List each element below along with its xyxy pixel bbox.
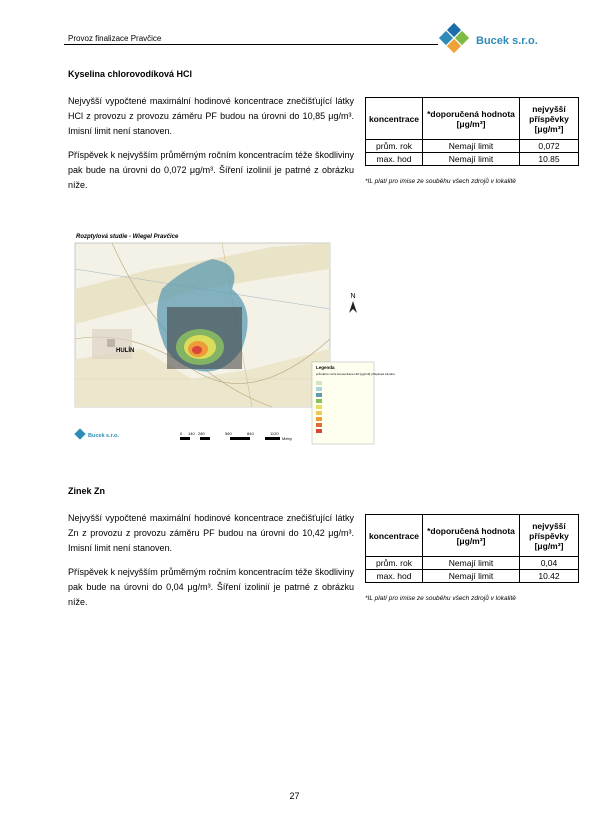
table-row (366, 153, 579, 166)
section-heading-hcl: Kyselina chlorovodíková HCl (68, 69, 193, 79)
section-heading-zn: Zinek Zn (68, 486, 106, 496)
section-text-zn (68, 511, 354, 619)
section-text-hcl (68, 94, 354, 202)
limits-table-hcl (365, 97, 579, 166)
table-cell: 0,072 (520, 140, 579, 153)
scale-unit: Metry (282, 436, 292, 441)
table-row (366, 570, 579, 583)
table-header: nejvyšší příspěvky [μg/m³] (520, 515, 579, 557)
header-rule (64, 44, 438, 45)
table-cell: Nemají limit (423, 153, 520, 166)
paragraph: Příspěvek k nejvyšším průměrným ročním koncentracím téže škodliviny pak bude na úrovni do 0,072 μg/m³. Šíření izolinií je patrné z obrázku níže. (68, 150, 354, 190)
table-cell: Nemají limit (423, 557, 520, 570)
north-arrow-label: N (350, 293, 356, 300)
map-title: Rozptylová studie - Wiegel Pravčice (76, 234, 179, 240)
dispersion-map (72, 229, 395, 447)
scale-label: 1120 (270, 431, 279, 436)
table-header: koncentrace (366, 98, 423, 140)
scale-label: 840 (247, 431, 254, 436)
table-header: koncentrace (366, 515, 423, 557)
table-row (366, 557, 579, 570)
table-cell: Nemají limit (423, 140, 520, 153)
paragraph: Nejvyšší vypočtené maximální hodinové koncentrace znečišťující látky HCl z provozu z provozu záměru PF budou na úrovni do 10,85 μg/m³. Imisní limit není stanoven. (68, 96, 354, 136)
paragraph: Nejvyšší vypočtené maximální hodinové koncentrace znečišťující látky Zn z provozu z provozu záměru PF budou na úrovni do 10,42 μg/m³. Imisní limit není stanoven. (68, 513, 354, 553)
table-header: nejvyšší příspěvky [μg/m³] (520, 98, 579, 140)
page-number: 27 (289, 791, 300, 801)
table-cell: prům. rok (366, 140, 423, 153)
table-header: *doporučená hodnota [μg/m³] (423, 515, 520, 557)
scale-label: 0 (180, 431, 183, 436)
scale-label: 140 (188, 431, 195, 436)
map-town-label: HULÍN (116, 348, 135, 354)
table-cell: Nemají limit (423, 570, 520, 583)
table-cell: 10.42 (520, 570, 579, 583)
map-logo-text: Bucek s.r.o. (88, 433, 119, 439)
table-note: *IL platí pro imise ze souběhu všech zdrojů v lokalitě (365, 595, 516, 602)
header-title: Provoz finalizace Pravčice (68, 34, 162, 43)
company-logo-icon (436, 24, 472, 60)
table-row (366, 140, 579, 153)
scale-label: 560 (225, 431, 232, 436)
limits-table-zn (365, 514, 579, 583)
table-cell: 0,04 (520, 557, 579, 570)
table-cell: max. hod (366, 153, 423, 166)
company-logo-text: Bucek s.r.o. (476, 35, 538, 47)
legend-subtitle: průměrné roční koncentrace HCl [μg/m3] příspěvek záměru (316, 372, 395, 376)
table-cell: 10.85 (520, 153, 579, 166)
table-cell: max. hod (366, 570, 423, 583)
table-cell: prům. rok (366, 557, 423, 570)
table-header: *doporučená hodnota [μg/m³] (423, 98, 520, 140)
scale-label: 280 (198, 431, 205, 436)
legend-title: Legenda (316, 365, 335, 370)
table-note: *IL platí pro imise ze souběhu všech zdrojů v lokalitě (365, 178, 516, 185)
paragraph: Příspěvek k nejvyšším průměrným ročním koncentracím téže škodliviny pak bude na úrovni do 0,04 μg/m³. Šíření izolinií je patrné z obrázku níže. (68, 567, 354, 607)
